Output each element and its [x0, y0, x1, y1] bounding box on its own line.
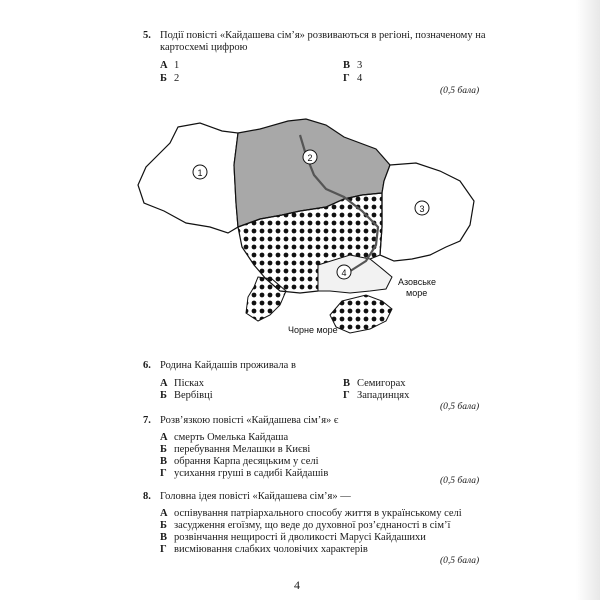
- option-text: обрання Карпа десяцьким у селі: [174, 456, 319, 467]
- q8-option-a[interactable]: [160, 508, 462, 520]
- q7-score: (0,5 бала): [440, 476, 480, 486]
- page-number: 4: [294, 578, 300, 592]
- option-letter: Б: [160, 390, 167, 401]
- q6-option-g[interactable]: [343, 390, 409, 402]
- question-5-text-line1: Події повісті «Кайдашева сім’я» розвиваються в регіоні, позначеному на: [160, 30, 486, 41]
- map-region-crimea: [330, 295, 392, 333]
- option-letter: А: [160, 378, 168, 389]
- q7-option-v[interactable]: [160, 456, 319, 468]
- q6-option-a[interactable]: [160, 378, 204, 390]
- question-7-number: 7.: [143, 415, 151, 426]
- option-letter: А: [160, 60, 168, 71]
- q7-option-b[interactable]: [160, 444, 310, 456]
- q6-option-v[interactable]: [343, 378, 406, 390]
- option-text: Западинцях: [357, 390, 410, 401]
- map-number-2: 2: [307, 153, 313, 163]
- q5-option-g[interactable]: [343, 73, 362, 85]
- map-black-sea: Чорне море: [288, 325, 338, 335]
- option-letter: Г: [343, 390, 350, 401]
- option-text: Вербівці: [174, 390, 213, 401]
- option-letter: В: [160, 456, 168, 467]
- option-letter: А: [160, 432, 168, 443]
- q8-score: (0,5 бала): [440, 556, 480, 566]
- option-letter: А: [160, 508, 168, 519]
- q5-option-v[interactable]: [343, 60, 362, 72]
- option-letter: В: [343, 378, 351, 389]
- option-text: 4: [357, 73, 363, 84]
- option-text: засудження егоїзму, що веде до духовної роз’єднаності в сім’ї: [174, 520, 451, 531]
- question-7-text: Розв’язкою повісті «Кайдашева сім’я» є: [160, 415, 339, 426]
- question-8-number: 8.: [143, 491, 151, 502]
- ukraine-map: [130, 115, 480, 350]
- option-text: оспівування патріархального способу життя в українському селі: [174, 508, 462, 519]
- option-letter: Г: [343, 73, 350, 84]
- question-5-number: 5.: [143, 30, 151, 41]
- option-text: усихання грушi в садибі Кайдашів: [174, 468, 329, 479]
- option-text: 1: [174, 60, 180, 71]
- q7-option-g[interactable]: [160, 468, 328, 480]
- map-number-4: 4: [341, 268, 347, 278]
- q6-option-b[interactable]: [160, 390, 213, 402]
- option-text: перебування Мелашки в Києві: [174, 444, 311, 455]
- option-letter: Г: [160, 544, 167, 555]
- option-letter: В: [160, 532, 168, 543]
- question-8-text: Головна ідея повісті «Кайдашева сім’я» —: [160, 491, 351, 502]
- option-letter: Б: [160, 520, 167, 531]
- map-region-1: [138, 123, 238, 233]
- option-text: 3: [357, 60, 363, 71]
- map-azov-line1: Азовське: [398, 277, 436, 287]
- q5-option-b[interactable]: [160, 73, 179, 85]
- option-text: Пісках: [174, 378, 205, 389]
- option-text: розвінчання нещирості й дволикості Марусі Кайдашихи: [174, 532, 426, 543]
- q8-option-b[interactable]: [160, 520, 450, 532]
- option-text: 2: [174, 73, 180, 84]
- q6-score: (0,5 бала): [440, 402, 480, 412]
- q8-option-g[interactable]: [160, 544, 368, 556]
- option-letter: Б: [160, 444, 167, 455]
- option-letter: Г: [160, 468, 167, 479]
- option-text: Семигорах: [357, 378, 406, 389]
- option-letter: Б: [160, 73, 167, 84]
- map-number-3: 3: [419, 204, 425, 214]
- map-number-1: 1: [197, 168, 203, 178]
- option-letter: В: [343, 60, 351, 71]
- q8-option-v[interactable]: [160, 532, 426, 544]
- q5-option-a[interactable]: [160, 60, 179, 72]
- question-5-text-line2: картосхемі цифрою: [160, 42, 248, 53]
- question-6-number: 6.: [143, 360, 151, 371]
- question-6-text: Родина Кайдашів проживала в: [160, 360, 296, 371]
- q5-score: (0,5 бала): [440, 86, 480, 96]
- option-text: висміювання слабких чоловічих характерів: [174, 544, 368, 555]
- q7-option-a[interactable]: [160, 432, 288, 444]
- map-azov-line2: море: [406, 288, 428, 298]
- option-text: смерть Омелька Кайдаша: [174, 432, 289, 443]
